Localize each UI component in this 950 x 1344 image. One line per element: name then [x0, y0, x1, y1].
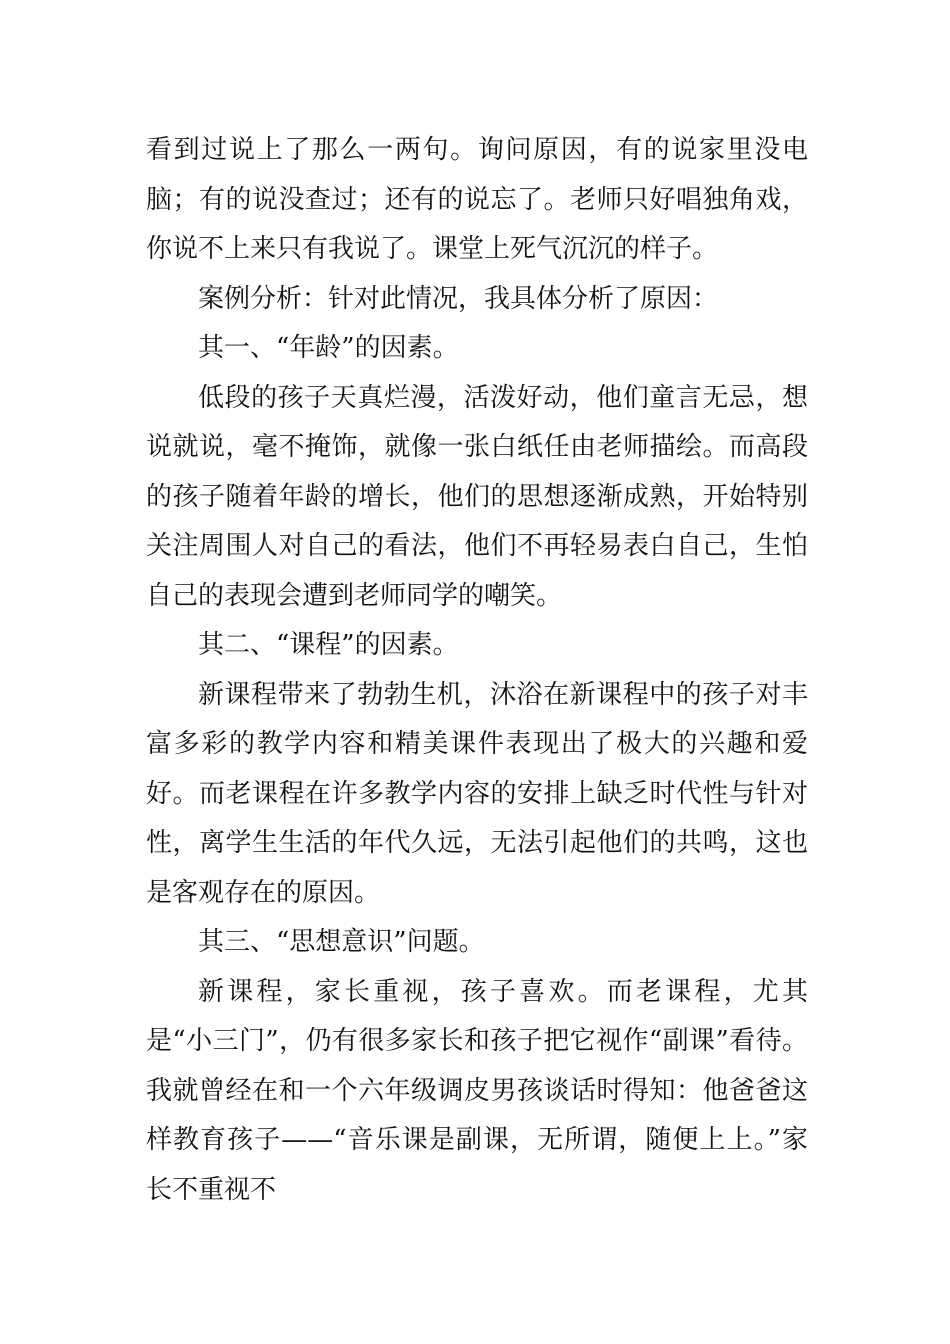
paragraph-reason-one: 低段的孩子天真烂漫，活泼好动，他们童言无忌，想说就说，毫不掩饰，就像一张白纸任由老师描绘。而高段的孩子随着年龄的增长，他们的思想逐渐成熟，开始特别关注周围人对自己的看法，他们不再轻易表白自己，生怕自己的表现会遭到老师同学的嘲笑。 — [146, 382, 808, 611]
heading-reason-three: 其三、“思想意识”问题。 — [198, 927, 485, 957]
paragraph-continuation: 看到过说上了那么一两句。询问原因，有的说家里没电脑；有的说没查过；还有的说忘了。老师只好唱独角戏，你说不上来只有我说了。课堂上死气沉沉的样子。 — [146, 135, 808, 264]
document-body — [146, 126, 808, 1215]
heading-reason-one: 其一、“年龄”的因素。 — [198, 333, 459, 363]
paragraph-reason-three: 新课程，家长重视，孩子喜欢。而老课程，尤其是“小三门”，仍有很多家长和孩子把它视作“副课”看待。我就曾经在和一个六年级调皮男孩谈话时得知：他爸爸这样教育孩子——“音乐课是副课，无所谓，随便上上。”家长不重视不 — [146, 976, 808, 1205]
paragraph-reason-two: 新课程带来了勃勃生机，沐浴在新课程中的孩子对丰富多彩的教学内容和精美课件表现出了极大的兴趣和爱好。而老课程在许多教学内容的安排上缺乏时代性与针对性，离学生生活的年代久远，无法引起他们的共鸣，这也是客观存在的原因。 — [146, 679, 808, 908]
paragraph-analysis-intro: 案例分析：针对此情况，我具体分析了原因： — [198, 283, 719, 314]
heading-reason-two: 其二、“课程”的因素。 — [198, 630, 459, 660]
